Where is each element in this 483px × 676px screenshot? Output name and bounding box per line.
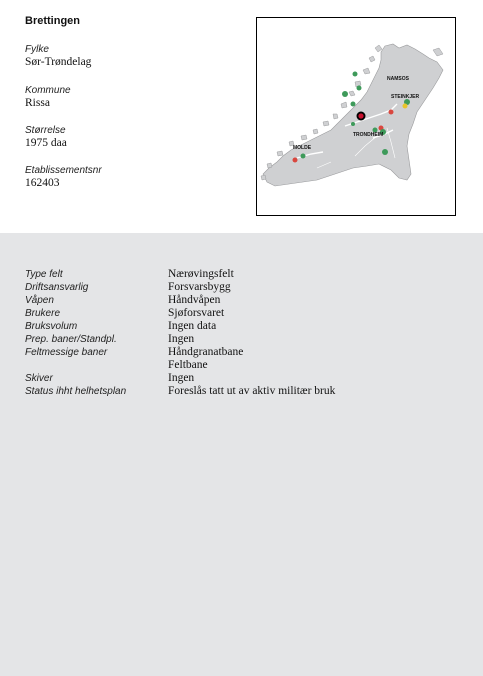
map-svg xyxy=(257,18,455,215)
details-label: Type felt xyxy=(25,269,63,280)
map-marker-green xyxy=(382,149,388,155)
details-value: Ingen data xyxy=(168,320,217,332)
map-marker-red xyxy=(389,110,394,115)
map-marker-green xyxy=(351,122,355,126)
location-map xyxy=(256,17,456,216)
details-panel xyxy=(0,233,483,676)
details-value: Feltbane xyxy=(168,359,208,371)
details-value: Håndvåpen xyxy=(168,294,221,306)
map-marker-selected-inner xyxy=(358,113,363,118)
details-value: Foreslås tatt ut av aktiv militær bruk xyxy=(168,385,336,397)
page-title: Brettingen xyxy=(25,15,80,27)
details-value: Nærøvingsfelt xyxy=(168,268,234,280)
map-marker-green xyxy=(301,154,306,159)
details-row-feltmessige-baner xyxy=(25,346,465,359)
details-row-status xyxy=(25,385,465,398)
map-marker-green xyxy=(357,86,362,91)
map-marker-red xyxy=(293,158,298,163)
field-fylke xyxy=(25,44,91,69)
field-kommune xyxy=(25,85,71,110)
details-row-prep-baner xyxy=(25,333,465,346)
details-label: Skiver xyxy=(25,373,53,384)
map-land xyxy=(263,44,443,186)
details-row-skiver xyxy=(25,372,465,385)
field-value: Sør-Trøndelag xyxy=(25,56,92,68)
details-value: Håndgranatbane xyxy=(168,346,244,358)
map-label-steinkjer: STEINKJER xyxy=(391,94,420,100)
map-marker-green xyxy=(351,102,356,107)
details-row-driftsansvarlig xyxy=(25,281,465,294)
details-label: Prep. baner/Standpl. xyxy=(25,334,117,345)
field-value: 1975 daa xyxy=(25,137,67,149)
field-label: Etablissementsnr xyxy=(25,165,102,176)
map-label-molde: MOLDE xyxy=(293,145,312,151)
field-storrelse xyxy=(25,125,67,150)
details-row-feltmessige-baner-cont xyxy=(25,359,465,372)
field-label: Fylke xyxy=(25,44,49,55)
details-label: Bruksvolum xyxy=(25,321,78,332)
map-marker-green xyxy=(342,91,348,97)
map-label-namsos: NAMSOS xyxy=(387,76,409,82)
details-label: Driftsansvarlig xyxy=(25,282,89,293)
map-marker-green xyxy=(353,72,358,77)
details-label: Feltmessige baner xyxy=(25,347,108,358)
field-etablissementsnr xyxy=(25,165,102,190)
details-row-brukere xyxy=(25,307,465,320)
details-row-type-felt xyxy=(25,268,465,281)
details-value: Sjøforsvaret xyxy=(168,307,225,319)
details-value: Forsvarsbygg xyxy=(168,281,231,293)
details-row-vapen xyxy=(25,294,465,307)
details-table xyxy=(25,268,465,398)
details-label xyxy=(25,359,168,372)
details-value: Ingen xyxy=(168,372,195,384)
field-value: Rissa xyxy=(25,97,50,109)
details-label: Brukere xyxy=(25,308,61,319)
details-label: Våpen xyxy=(25,295,54,306)
details-label: Status ihht helhetsplan xyxy=(25,386,127,397)
map-marker-yellow xyxy=(403,104,408,109)
field-value: 162403 xyxy=(25,177,60,189)
details-row-bruksvolum xyxy=(25,320,465,333)
field-label: Kommune xyxy=(25,85,71,96)
map-label-trondheim: TRONDHEIM xyxy=(353,132,384,138)
details-value: Ingen xyxy=(168,333,195,345)
field-label: Størrelse xyxy=(25,125,66,136)
